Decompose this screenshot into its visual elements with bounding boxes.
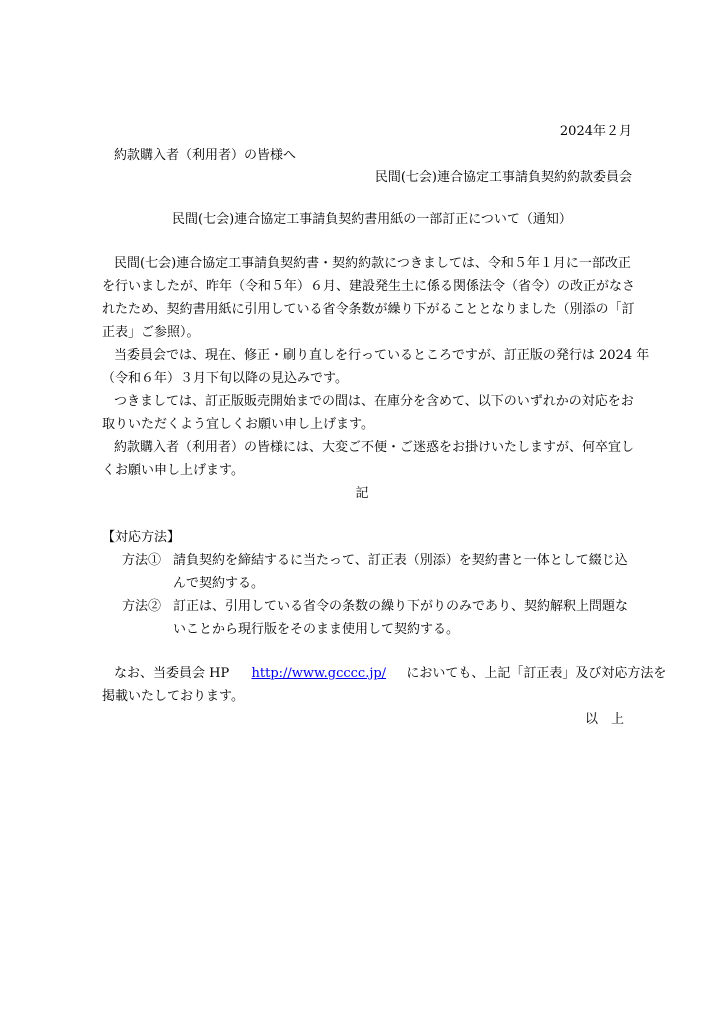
- document-title: 民間(七会)連合協定工事請負契約書用紙の一部訂正について（通知）: [172, 212, 572, 227]
- paragraph-2-line: 当委員会では、現在、修正・刷り直しを行っているところですが、訂正版の発行は 2024 年: [114, 348, 650, 363]
- method-1-text-line: 請負契約を締結するに当たって、訂正表（別添）を契約書と一体として綴じ込: [173, 553, 628, 568]
- recipient-line: 約款購入者（利用者）の皆様へ: [114, 148, 297, 163]
- paragraph-4-line: 約款購入者（利用者）の皆様には、大変ご不便・ご迷惑をお掛けいたしますが、何卒宜し: [114, 440, 635, 455]
- note-prefix: なお、当委員会 HP: [114, 666, 230, 681]
- sender-committee: 民間(七会)連合協定工事請負契約約款委員会: [374, 170, 632, 185]
- paragraph-4-line: くお願い申し上げます。: [102, 463, 244, 478]
- method-2-text-line: いことから現行版をそのまま使用して契約する。: [173, 622, 460, 637]
- paragraph-2-line: （令和６年）３月下旬以降の見込みです。: [102, 371, 348, 386]
- paragraph-3-line: つきましては、訂正版販売開始までの間は、在庫分を含めて、以下のいずれかの対応をお: [114, 394, 634, 409]
- method-1-text-line: んで契約する。: [173, 576, 265, 591]
- methods-heading: 【対応方法】: [102, 530, 181, 545]
- paragraph-1-line: 民間(七会)連合協定工事請負契約書・契約約款につきましては、令和５年１月に一部改正: [114, 256, 631, 271]
- closing-mark: 以 上: [584, 712, 624, 727]
- paragraph-3-line: 取りいただくよう宜しくお願い申し上げます。: [102, 417, 374, 432]
- note-line-2: 掲載いたしております。: [102, 689, 244, 704]
- note-suffix: においても、上記「訂正表」及び対応方法を: [406, 666, 667, 681]
- note-line: [114, 666, 666, 682]
- committee-website-link[interactable]: http://www.gcccc.jp/: [251, 666, 387, 681]
- document-date: 2024年２月: [559, 124, 632, 139]
- paragraph-1-line: を行いましたが、昨年（令和５年）６月、建設発生土に係る関係法令（省令）の改正がなさ: [102, 279, 636, 294]
- paragraph-1-line: れたため、契約書用紙に引用している省令条数が繰り下がることとなりました（別添の「訂: [102, 302, 635, 317]
- ki-marker: 記: [355, 486, 369, 501]
- method-1-label: 方法①: [122, 553, 162, 568]
- paragraph-1-line: 正表」ご参照）。: [102, 325, 200, 340]
- method-2-label: 方法②: [122, 599, 162, 614]
- method-2-text-line: 訂正は、引用している省令の条数の繰り下がりのみであり、契約解釈上問題な: [173, 599, 629, 614]
